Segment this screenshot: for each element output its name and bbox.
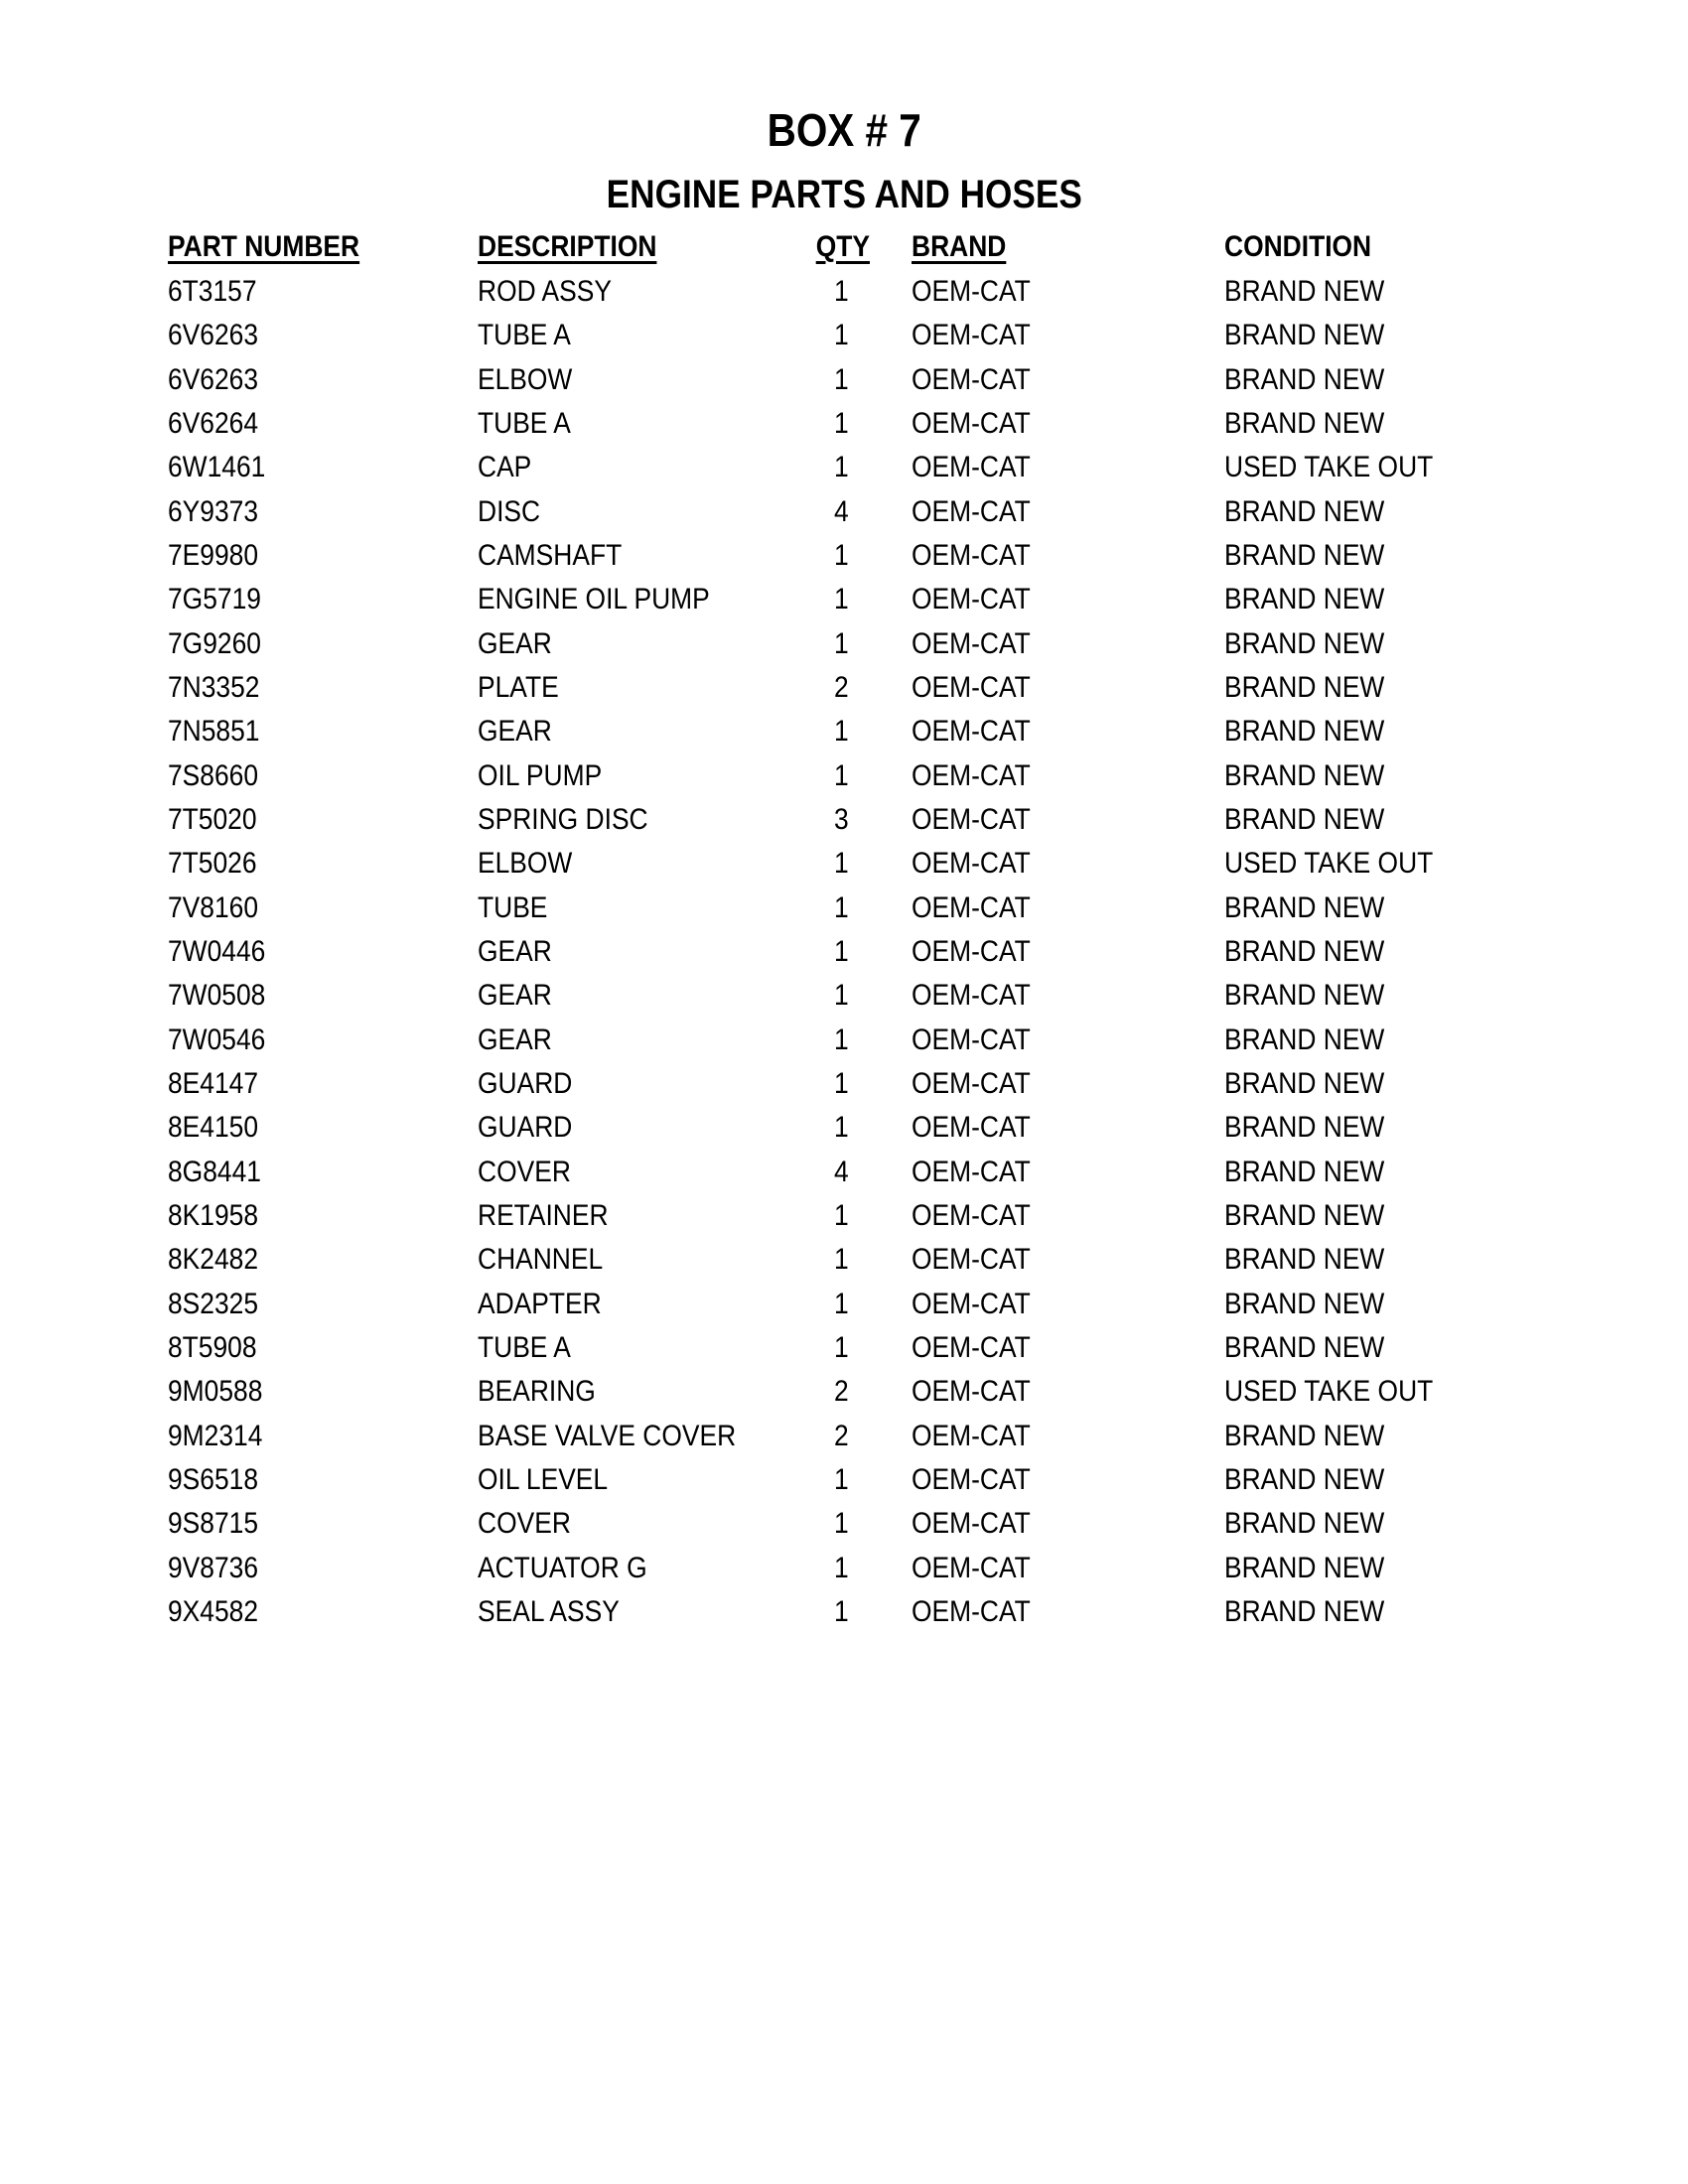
cell-condition: BRAND NEW bbox=[1224, 1462, 1385, 1496]
cell-qty: 1 bbox=[834, 319, 849, 352]
cell-condition: BRAND NEW bbox=[1224, 1419, 1385, 1452]
table-row bbox=[168, 671, 1558, 715]
cell-part-number: 7G9260 bbox=[168, 626, 261, 660]
cell-description: TUBE bbox=[478, 890, 548, 924]
cell-qty: 4 bbox=[834, 1155, 849, 1188]
cell-qty: 1 bbox=[834, 1330, 849, 1364]
page-subtitle bbox=[0, 173, 1688, 216]
page-subtitle-text: ENGINE PARTS AND HOSES bbox=[606, 173, 1082, 216]
cell-condition: BRAND NEW bbox=[1224, 1551, 1385, 1584]
cell-condition: BRAND NEW bbox=[1224, 583, 1385, 616]
table-row bbox=[168, 935, 1558, 979]
cell-condition: BRAND NEW bbox=[1224, 802, 1385, 836]
cell-qty: 1 bbox=[834, 626, 849, 660]
table-row bbox=[168, 1375, 1558, 1419]
page-title bbox=[0, 105, 1688, 155]
cell-brand: OEM-CAT bbox=[912, 275, 1031, 308]
cell-brand: OEM-CAT bbox=[912, 890, 1031, 924]
cell-part-number: 7G5719 bbox=[168, 583, 261, 616]
header-condition: CONDITION bbox=[1224, 230, 1372, 263]
cell-description: COVER bbox=[478, 1507, 571, 1541]
table-row bbox=[168, 759, 1558, 803]
cell-part-number: 6W1461 bbox=[168, 451, 266, 484]
cell-description: OIL PUMP bbox=[478, 758, 603, 792]
cell-description: GUARD bbox=[478, 1111, 573, 1145]
cell-qty: 2 bbox=[834, 1419, 849, 1452]
cell-condition: BRAND NEW bbox=[1224, 1155, 1385, 1188]
cell-brand: OEM-CAT bbox=[912, 670, 1031, 704]
cell-condition: USED TAKE OUT bbox=[1224, 451, 1434, 484]
cell-part-number: 7W0508 bbox=[168, 979, 266, 1013]
cell-description: GEAR bbox=[478, 715, 552, 749]
cell-brand: OEM-CAT bbox=[912, 1066, 1031, 1100]
cell-qty: 1 bbox=[834, 451, 849, 484]
cell-condition: BRAND NEW bbox=[1224, 319, 1385, 352]
table-row bbox=[168, 1552, 1558, 1595]
cell-description: BEARING bbox=[478, 1375, 596, 1409]
cell-description: BASE VALVE COVER bbox=[478, 1419, 737, 1452]
cell-part-number: 8S2325 bbox=[168, 1287, 259, 1320]
cell-qty: 1 bbox=[834, 847, 849, 881]
table-row bbox=[168, 847, 1558, 890]
cell-condition: BRAND NEW bbox=[1224, 1198, 1385, 1232]
cell-qty: 1 bbox=[834, 1066, 849, 1100]
cell-brand: OEM-CAT bbox=[912, 979, 1031, 1013]
cell-qty: 1 bbox=[834, 1287, 849, 1320]
cell-condition: BRAND NEW bbox=[1224, 1507, 1385, 1541]
cell-part-number: 6V6263 bbox=[168, 362, 259, 396]
cell-qty: 1 bbox=[834, 1507, 849, 1541]
cell-brand: OEM-CAT bbox=[912, 934, 1031, 968]
cell-qty: 1 bbox=[834, 1594, 849, 1628]
table-header-row bbox=[168, 230, 1558, 275]
cell-part-number: 9V8736 bbox=[168, 1551, 259, 1584]
table-row bbox=[168, 495, 1558, 539]
table-row bbox=[168, 1595, 1558, 1639]
cell-condition: BRAND NEW bbox=[1224, 715, 1385, 749]
cell-description: ELBOW bbox=[478, 362, 573, 396]
cell-brand: OEM-CAT bbox=[912, 1419, 1031, 1452]
cell-part-number: 7T5020 bbox=[168, 802, 257, 836]
cell-part-number: 6Y9373 bbox=[168, 494, 259, 528]
cell-description: ROD ASSY bbox=[478, 275, 612, 308]
cell-part-number: 9M0588 bbox=[168, 1375, 263, 1409]
cell-description: ELBOW bbox=[478, 847, 573, 881]
cell-part-number: 8K1958 bbox=[168, 1198, 259, 1232]
cell-part-number: 8K2482 bbox=[168, 1243, 259, 1277]
cell-qty: 1 bbox=[834, 890, 849, 924]
table-row bbox=[168, 451, 1558, 494]
cell-brand: OEM-CAT bbox=[912, 626, 1031, 660]
cell-brand: OEM-CAT bbox=[912, 362, 1031, 396]
table-row bbox=[168, 1024, 1558, 1067]
cell-description: DISC bbox=[478, 494, 541, 528]
table-row bbox=[168, 319, 1558, 362]
cell-part-number: 9M2314 bbox=[168, 1419, 263, 1452]
cell-brand: OEM-CAT bbox=[912, 1594, 1031, 1628]
table-row bbox=[168, 715, 1558, 758]
cell-qty: 1 bbox=[834, 1198, 849, 1232]
cell-part-number: 7N3352 bbox=[168, 670, 260, 704]
table-row bbox=[168, 363, 1558, 407]
cell-brand: OEM-CAT bbox=[912, 1287, 1031, 1320]
table-row bbox=[168, 1111, 1558, 1155]
cell-brand: OEM-CAT bbox=[912, 494, 1031, 528]
cell-brand: OEM-CAT bbox=[912, 1375, 1031, 1409]
cell-brand: OEM-CAT bbox=[912, 583, 1031, 616]
cell-part-number: 7W0546 bbox=[168, 1023, 266, 1056]
cell-condition: BRAND NEW bbox=[1224, 362, 1385, 396]
cell-qty: 1 bbox=[834, 1551, 849, 1584]
cell-qty: 1 bbox=[834, 538, 849, 572]
cell-condition: BRAND NEW bbox=[1224, 758, 1385, 792]
cell-description: CAMSHAFT bbox=[478, 538, 623, 572]
header-qty: QTY bbox=[815, 230, 870, 263]
cell-description: OIL LEVEL bbox=[478, 1462, 609, 1496]
cell-part-number: 7W0446 bbox=[168, 934, 266, 968]
table-row bbox=[168, 407, 1558, 451]
cell-brand: OEM-CAT bbox=[912, 1198, 1031, 1232]
cell-qty: 1 bbox=[834, 1243, 849, 1277]
table-row bbox=[168, 891, 1558, 935]
cell-part-number: 9X4582 bbox=[168, 1594, 259, 1628]
cell-qty: 2 bbox=[834, 670, 849, 704]
cell-brand: OEM-CAT bbox=[912, 1023, 1031, 1056]
cell-part-number: 9S8715 bbox=[168, 1507, 259, 1541]
cell-condition: BRAND NEW bbox=[1224, 890, 1385, 924]
cell-brand: OEM-CAT bbox=[912, 715, 1031, 749]
cell-qty: 1 bbox=[834, 1111, 849, 1145]
cell-condition: BRAND NEW bbox=[1224, 494, 1385, 528]
cell-description: ACTUATOR G bbox=[478, 1551, 647, 1584]
cell-brand: OEM-CAT bbox=[912, 1462, 1031, 1496]
cell-brand: OEM-CAT bbox=[912, 319, 1031, 352]
cell-description: CAP bbox=[478, 451, 532, 484]
cell-qty: 1 bbox=[834, 758, 849, 792]
cell-brand: OEM-CAT bbox=[912, 451, 1031, 484]
cell-brand: OEM-CAT bbox=[912, 406, 1031, 440]
table-row bbox=[168, 979, 1558, 1023]
cell-qty: 1 bbox=[834, 934, 849, 968]
cell-brand: OEM-CAT bbox=[912, 1330, 1031, 1364]
cell-condition: BRAND NEW bbox=[1224, 934, 1385, 968]
cell-description: SPRING DISC bbox=[478, 802, 648, 836]
cell-condition: USED TAKE OUT bbox=[1224, 1375, 1434, 1409]
table-row bbox=[168, 1288, 1558, 1331]
cell-brand: OEM-CAT bbox=[912, 758, 1031, 792]
cell-part-number: 8T5908 bbox=[168, 1330, 257, 1364]
cell-part-number: 7E9980 bbox=[168, 538, 259, 572]
cell-part-number: 7S8660 bbox=[168, 758, 259, 792]
cell-part-number: 7V8160 bbox=[168, 890, 259, 924]
cell-qty: 1 bbox=[834, 406, 849, 440]
cell-description: GEAR bbox=[478, 934, 552, 968]
cell-brand: OEM-CAT bbox=[912, 1551, 1031, 1584]
cell-condition: BRAND NEW bbox=[1224, 1287, 1385, 1320]
header-brand: BRAND bbox=[912, 230, 1007, 263]
cell-description: GEAR bbox=[478, 1023, 552, 1056]
cell-qty: 1 bbox=[834, 715, 849, 749]
cell-part-number: 6T3157 bbox=[168, 275, 257, 308]
cell-qty: 1 bbox=[834, 275, 849, 308]
cell-condition: BRAND NEW bbox=[1224, 406, 1385, 440]
cell-part-number: 6V6263 bbox=[168, 319, 259, 352]
table-row bbox=[168, 583, 1558, 626]
table-row bbox=[168, 1156, 1558, 1199]
cell-description: ENGINE OIL PUMP bbox=[478, 583, 710, 616]
cell-part-number: 7N5851 bbox=[168, 715, 260, 749]
table-row bbox=[168, 539, 1558, 583]
cell-condition: BRAND NEW bbox=[1224, 1330, 1385, 1364]
cell-condition: BRAND NEW bbox=[1224, 1066, 1385, 1100]
cell-condition: BRAND NEW bbox=[1224, 1023, 1385, 1056]
cell-description: PLATE bbox=[478, 670, 559, 704]
header-description: DESCRIPTION bbox=[478, 230, 657, 263]
cell-part-number: 9S6518 bbox=[168, 1462, 259, 1496]
table-row bbox=[168, 1507, 1558, 1551]
cell-qty: 1 bbox=[834, 1462, 849, 1496]
cell-part-number: 7T5026 bbox=[168, 847, 257, 881]
cell-part-number: 8E4150 bbox=[168, 1111, 259, 1145]
table-body bbox=[168, 275, 1558, 1639]
cell-part-number: 8G8441 bbox=[168, 1155, 261, 1188]
table-row bbox=[168, 1463, 1558, 1507]
cell-description: TUBE A bbox=[478, 319, 571, 352]
cell-description: GEAR bbox=[478, 979, 552, 1013]
cell-qty: 1 bbox=[834, 583, 849, 616]
cell-condition: BRAND NEW bbox=[1224, 1111, 1385, 1145]
cell-condition: BRAND NEW bbox=[1224, 626, 1385, 660]
cell-qty: 3 bbox=[834, 802, 849, 836]
cell-brand: OEM-CAT bbox=[912, 1507, 1031, 1541]
cell-brand: OEM-CAT bbox=[912, 1155, 1031, 1188]
cell-condition: BRAND NEW bbox=[1224, 979, 1385, 1013]
cell-part-number: 8E4147 bbox=[168, 1066, 259, 1100]
cell-brand: OEM-CAT bbox=[912, 1243, 1031, 1277]
cell-description: COVER bbox=[478, 1155, 571, 1188]
cell-description: SEAL ASSY bbox=[478, 1594, 620, 1628]
table-row bbox=[168, 803, 1558, 847]
cell-qty: 1 bbox=[834, 362, 849, 396]
cell-brand: OEM-CAT bbox=[912, 538, 1031, 572]
cell-condition: BRAND NEW bbox=[1224, 538, 1385, 572]
header-part-number: PART NUMBER bbox=[168, 230, 360, 263]
table-row bbox=[168, 627, 1558, 671]
cell-condition: BRAND NEW bbox=[1224, 275, 1385, 308]
cell-brand: OEM-CAT bbox=[912, 802, 1031, 836]
cell-part-number: 6V6264 bbox=[168, 406, 259, 440]
cell-description: RETAINER bbox=[478, 1198, 609, 1232]
cell-description: GUARD bbox=[478, 1066, 573, 1100]
cell-description: GEAR bbox=[478, 626, 552, 660]
cell-condition: BRAND NEW bbox=[1224, 1594, 1385, 1628]
table-row bbox=[168, 275, 1558, 319]
cell-qty: 1 bbox=[834, 1023, 849, 1056]
table-row bbox=[168, 1243, 1558, 1287]
cell-condition: USED TAKE OUT bbox=[1224, 847, 1434, 881]
cell-description: TUBE A bbox=[478, 1330, 571, 1364]
table-row bbox=[168, 1420, 1558, 1463]
cell-condition: BRAND NEW bbox=[1224, 670, 1385, 704]
page-title-text: BOX # 7 bbox=[767, 104, 921, 156]
cell-qty: 4 bbox=[834, 494, 849, 528]
cell-description: ADAPTER bbox=[478, 1287, 602, 1320]
cell-brand: OEM-CAT bbox=[912, 1111, 1031, 1145]
cell-qty: 1 bbox=[834, 979, 849, 1013]
table-row bbox=[168, 1199, 1558, 1243]
cell-condition: BRAND NEW bbox=[1224, 1243, 1385, 1277]
table-row bbox=[168, 1067, 1558, 1111]
parts-table bbox=[168, 230, 1558, 1639]
cell-qty: 2 bbox=[834, 1375, 849, 1409]
cell-description: CHANNEL bbox=[478, 1243, 604, 1277]
table-row bbox=[168, 1331, 1558, 1375]
cell-description: TUBE A bbox=[478, 406, 571, 440]
cell-brand: OEM-CAT bbox=[912, 847, 1031, 881]
